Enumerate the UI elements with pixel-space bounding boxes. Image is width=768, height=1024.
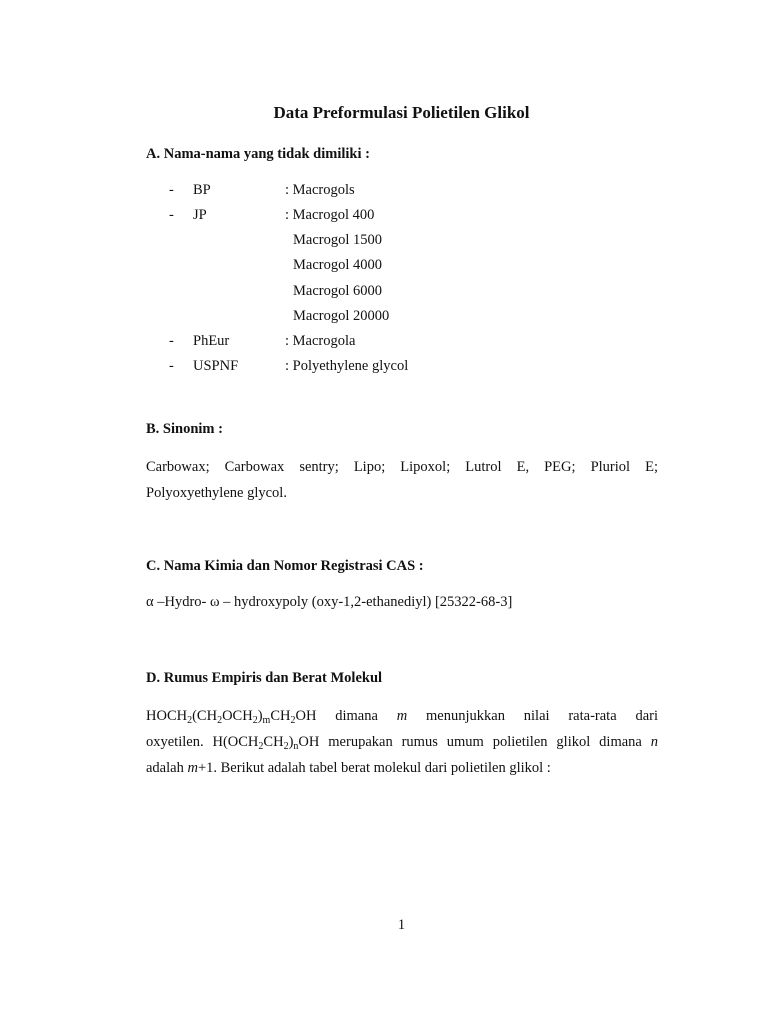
bp-value: : Macrogols [285, 182, 355, 198]
paragraph-text: +1. Berikut adalah tabel berat molekul dari polietilen glikol : [197, 760, 551, 776]
section-c-heading: C. Nama Kimia dan Nomor Registrasi CAS : [146, 558, 424, 574]
paragraph-text: menunjukkan nilai rata-rata dari [426, 708, 658, 724]
formula-subscript: 2 [217, 715, 223, 726]
section-d-heading: D. Rumus Empiris dan Berat Molekul [146, 670, 383, 686]
pheur-value: : Macrogola [285, 333, 356, 349]
chemical-name: α –Hydro- ω – hydroxypoly (oxy-1,2-ethanediyl) [25322-68-3] [146, 594, 513, 610]
formula-text: OCH [222, 708, 253, 724]
variable-n: n [650, 734, 659, 750]
formula-text: ) [257, 708, 263, 724]
paragraph-text: oxyetilen. H(OCH [146, 734, 259, 750]
formula-subscript: n [293, 741, 299, 752]
formula-text: (CH [192, 708, 218, 724]
formula-subscript: 2 [290, 715, 296, 726]
jp-value-20000: Macrogol 20000 [293, 308, 390, 324]
formula-text: OH dimana [295, 708, 378, 724]
formula-subscript: 2 [258, 741, 264, 752]
pheur-key: PhEur [193, 333, 230, 349]
formula-text: CH [263, 734, 284, 750]
pheur-dash: - [169, 333, 174, 349]
paragraph-text: OH merupakan rumus umum polietilen glikol dimana [298, 734, 642, 750]
formula-subscript: 2 [187, 715, 193, 726]
bp-dash: - [169, 182, 174, 198]
formula-line-1 [146, 703, 658, 729]
jp-value-4000: Macrogol 4000 [293, 257, 382, 273]
jp-value: : Macrogol 400 [285, 207, 375, 223]
variable-m: m [187, 760, 198, 776]
page-title: Data Preformulasi Polietilen Glikol [273, 103, 530, 122]
section-a-heading: A. Nama-nama yang tidak dimiliki : [146, 146, 370, 162]
formula-text: HOCH [146, 708, 188, 724]
jp-key: JP [193, 207, 207, 223]
section-b-heading: B. Sinonim : [146, 421, 223, 437]
uspnf-key: USPNF [193, 358, 239, 374]
bp-key: BP [193, 182, 211, 198]
uspnf-value: : Polyethylene glycol [285, 358, 409, 374]
jp-value-1500: Macrogol 1500 [293, 232, 382, 248]
formula-text: CH [270, 708, 291, 724]
formula-text: ) [288, 734, 294, 750]
jp-value-6000: Macrogol 6000 [293, 283, 382, 299]
formula-subscript: 2 [283, 741, 289, 752]
formula-subscript: m [262, 715, 271, 726]
formula-line-3 [146, 755, 658, 781]
jp-dash: - [169, 207, 174, 223]
synonym-line-1: Carbowax; Carbowax sentry; Lipo; Lipoxol; Lutrol E, PEG; Pluriol E; [146, 459, 658, 475]
paragraph-text: adalah [146, 760, 184, 776]
uspnf-dash: - [169, 358, 174, 374]
formula-line-2 [146, 729, 658, 755]
synonym-line-2: Polyoxyethylene glycol. [146, 485, 287, 501]
variable-m: m [396, 708, 408, 724]
page-number: 1 [397, 917, 406, 933]
formula-subscript: 2 [252, 715, 258, 726]
